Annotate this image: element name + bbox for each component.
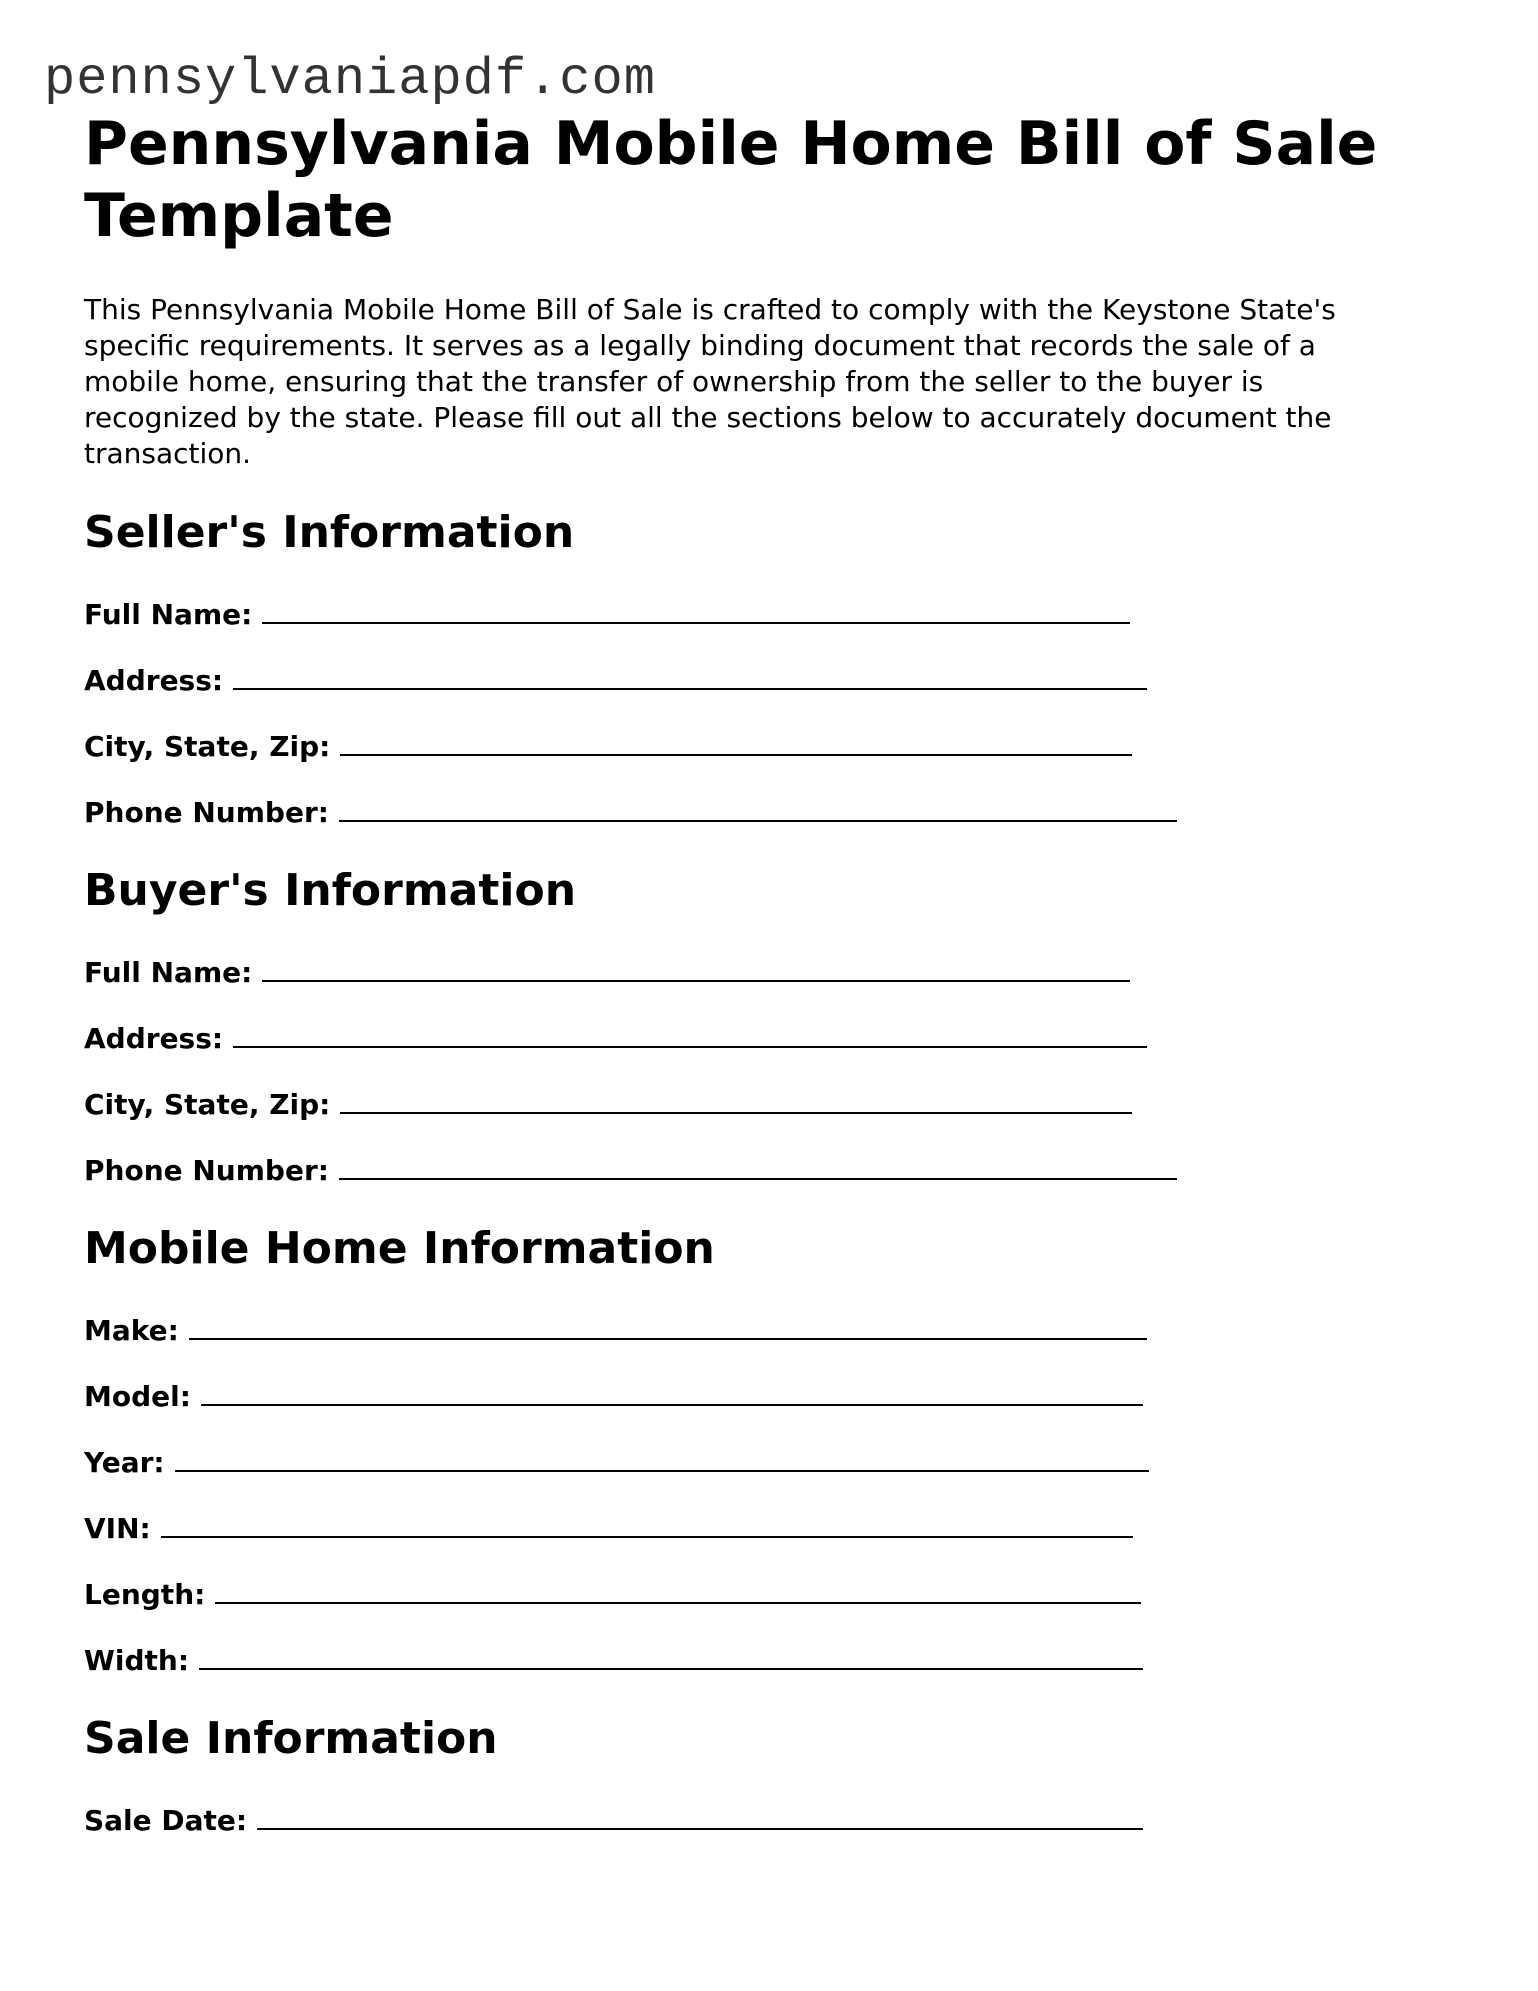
section-heading-sale: Sale Information [84, 1713, 498, 1764]
buyer-phone-input[interactable] [339, 1152, 1177, 1180]
field-label: Address: [84, 1022, 224, 1055]
intro-paragraph: This Pennsylvania Mobile Home Bill of Sale is crafted to comply with the Keystone State's specific requirements. It serves as a legally binding document that records the sale of a mobile home, ensuring that the transfer of ownership from the seller to the buyer is recognized by the state. Please fill out all the sections below to accurately document the transaction. [84, 293, 1336, 470]
seller-address-field [84, 662, 1424, 698]
seller-full-name-input[interactable] [262, 596, 1130, 624]
seller-phone-input[interactable] [339, 794, 1177, 822]
model-field [84, 1378, 1424, 1414]
vin-input[interactable] [161, 1510, 1133, 1538]
field-label: Phone Number: [84, 796, 329, 829]
field-label: Length: [84, 1578, 206, 1611]
seller-phone-field [84, 794, 1424, 830]
buyer-phone-field [84, 1152, 1424, 1188]
field-label: Sale Date: [84, 1804, 248, 1837]
sale-section [84, 1712, 1424, 1838]
field-label: Model: [84, 1380, 191, 1413]
field-label: Width: [84, 1644, 190, 1677]
length-input[interactable] [215, 1576, 1141, 1604]
field-label: Full Name: [84, 956, 253, 989]
document-page [84, 108, 1424, 1838]
field-label: Year: [84, 1446, 165, 1479]
section-heading-seller: Seller's Information [84, 507, 575, 558]
field-label: Full Name: [84, 598, 253, 631]
mobile-home-section [84, 1222, 1424, 1678]
seller-city-state-zip-input[interactable] [340, 728, 1132, 756]
buyer-address-field [84, 1020, 1424, 1056]
seller-section [84, 506, 1424, 830]
watermark: pennsylvaniapdf.com [44, 50, 656, 109]
buyer-city-state-zip-field [84, 1086, 1424, 1122]
field-label: Phone Number: [84, 1154, 329, 1187]
field-label: VIN: [84, 1512, 151, 1545]
seller-address-input[interactable] [233, 662, 1147, 690]
seller-city-state-zip-field [84, 728, 1424, 764]
model-input[interactable] [201, 1378, 1143, 1406]
section-heading-mobile-home: Mobile Home Information [84, 1223, 715, 1274]
field-label: Address: [84, 664, 224, 697]
length-field [84, 1576, 1424, 1612]
field-label: City, State, Zip: [84, 1088, 331, 1121]
page-title: Pennsylvania Mobile Home Bill of Sale Template [84, 109, 1378, 251]
year-field [84, 1444, 1424, 1480]
year-input[interactable] [175, 1444, 1149, 1472]
buyer-city-state-zip-input[interactable] [340, 1086, 1132, 1114]
buyer-address-input[interactable] [233, 1020, 1147, 1048]
make-input[interactable] [189, 1312, 1147, 1340]
vin-field [84, 1510, 1424, 1546]
buyer-full-name-field [84, 954, 1424, 990]
sale-date-input[interactable] [257, 1802, 1143, 1830]
buyer-section [84, 864, 1424, 1188]
field-label: City, State, Zip: [84, 730, 331, 763]
buyer-full-name-input[interactable] [262, 954, 1130, 982]
make-field [84, 1312, 1424, 1348]
width-field [84, 1642, 1424, 1678]
section-heading-buyer: Buyer's Information [84, 865, 577, 916]
width-input[interactable] [199, 1642, 1143, 1670]
field-label: Make: [84, 1314, 179, 1347]
sale-date-field [84, 1802, 1424, 1838]
seller-full-name-field [84, 596, 1424, 632]
